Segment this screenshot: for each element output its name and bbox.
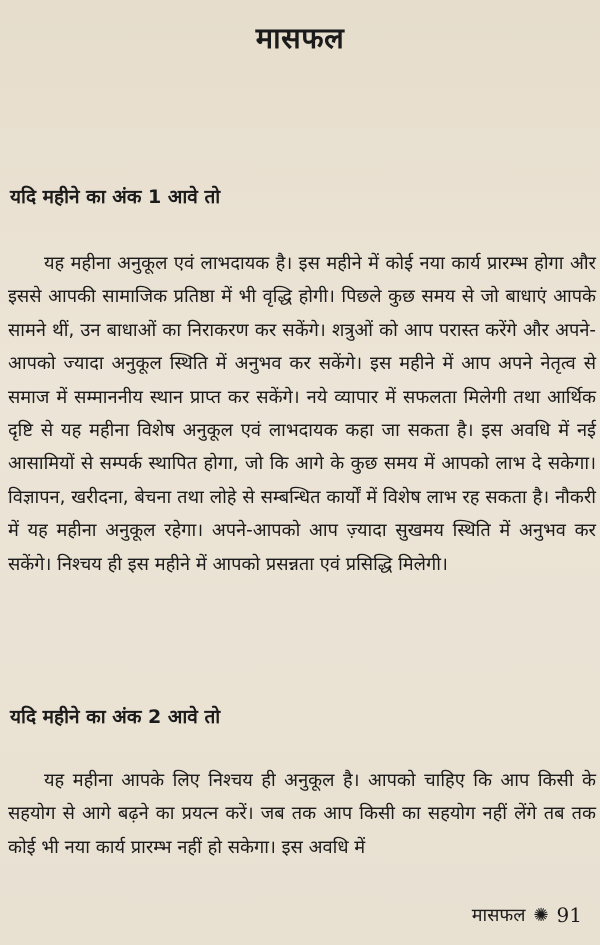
page-title: मासफल bbox=[255, 21, 345, 55]
running-title: मासफल bbox=[471, 905, 526, 926]
section-heading-2: यदि महीने का अंक 2 आवे तो bbox=[10, 706, 221, 728]
ornament-icon: ✺ bbox=[533, 904, 549, 926]
page-number: 91 bbox=[556, 903, 582, 927]
section-paragraph-1 bbox=[8, 247, 596, 581]
section-heading-1: यदि महीने का अंक 1 आवे तो bbox=[10, 186, 221, 208]
section-text-1: यह महीना अनुकूल एवं लाभदायक है। इस महीने में कोई नया कार्य प्रारम्भ होगा और इससे आपकी सामाजिक प्रतिष्ठा में भी वृद्धि होगी। पिछले कुछ समय से जो बाधाएं आपके सामने थीं, उन बाधाओं का निराकरण कर सकेंगे। शत्रुओं को आप परास्त करेंगे और अपने-आपको ज्यादा अनुकूल स्थिति में अनुभव कर सकेंगे। इस महीने में आप अपने नेतृत्व से समाज में सम्माननीय स्थान प्राप्त कर सकेंगे। नये व्यापार में सफलता मिलेगी तथा आर्थिक दृष्टि से यह महीना विशेष अनुकूल एवं लाभदायक कहा जा सकता है। इस अवधि में नई आसामियों से सम्पर्क स्थापित होगा, जो कि आगे के कुछ समय में आपको लाभ दे सकेगा। विज्ञापन, खरीदना, बेचना तथा लोहे से सम्बन्धित कार्यों में विशेष लाभ रह सकता है। नौकरी में यह महीना अनुकूल रहेगा। अपने-आपको आप ज़्यादा सुखमय स्थिति में अनुभव कर सकेंगे। निश्चय ही इस महीने में आपको प्रसन्नता एवं प्रसिद्धि मिलेगी। bbox=[8, 253, 596, 575]
section-paragraph-2 bbox=[8, 764, 596, 864]
page-footer bbox=[472, 903, 582, 927]
section-text-2: यह महीना आपके लिए निश्चय ही अनुकूल है। आपको चाहिए कि आप किसी के सहयोग से आगे बढ़ने का प्रयत्न करें। जब तक आप किसी का सहयोग नहीं लेंगे तब तक कोई भी नया कार्य प्रारम्भ नहीं हो सकेगा। इस अवधि में bbox=[8, 770, 596, 858]
